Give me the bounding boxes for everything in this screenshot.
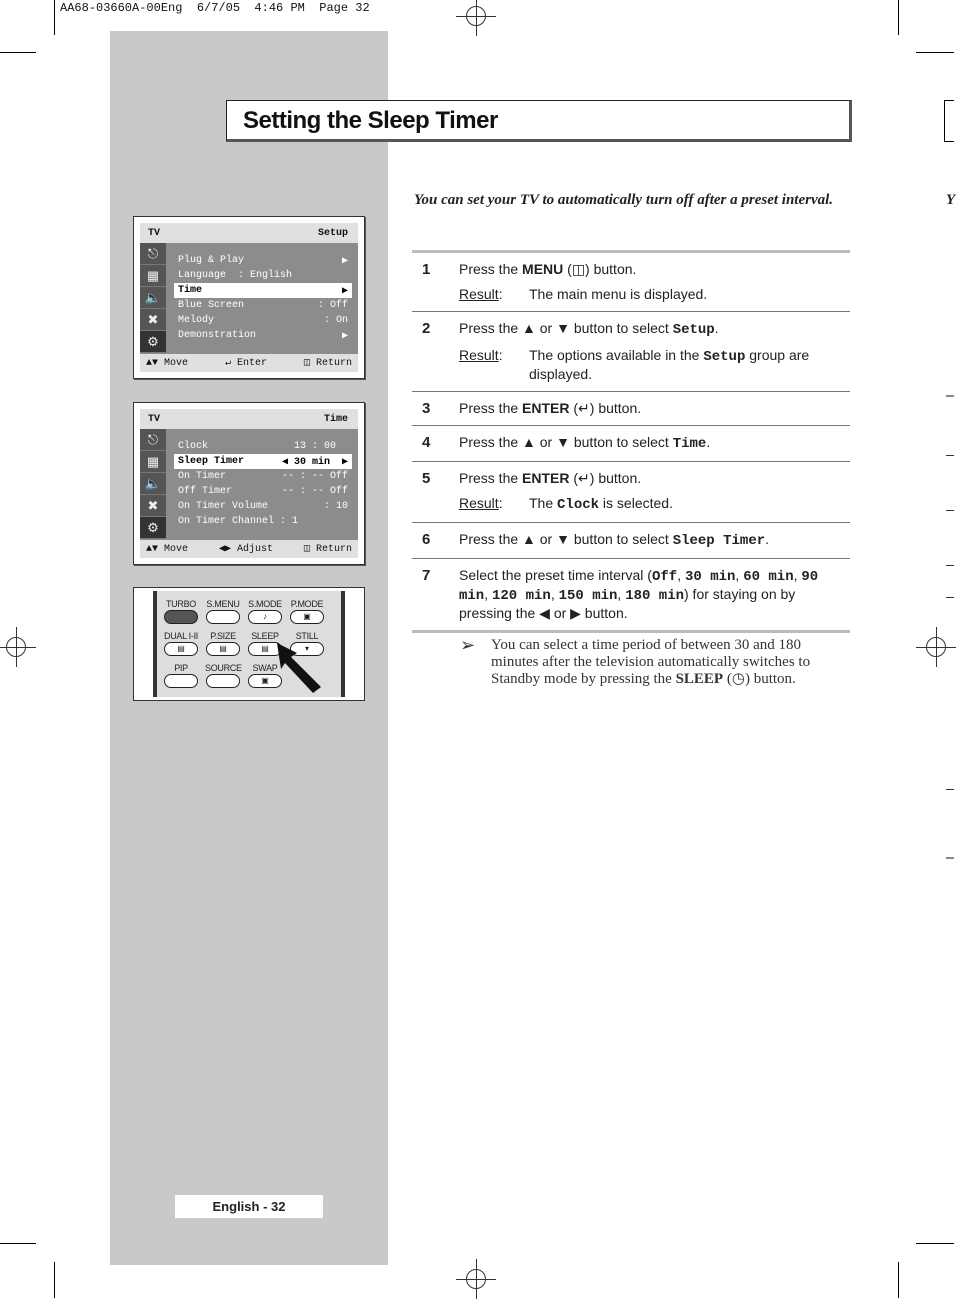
step-number: 1	[422, 261, 431, 278]
edge-mark	[944, 100, 945, 142]
smenu-button: S.MENU	[205, 598, 241, 624]
menu-row: Demonstration ▶	[178, 330, 348, 342]
page-title: Setting the Sleep Timer	[243, 107, 498, 134]
pip-button: PIP	[163, 662, 199, 688]
edge-mark	[946, 510, 954, 511]
step-number: 5	[422, 470, 431, 487]
step-row	[412, 559, 850, 630]
move-hint: ▲▼ Move	[146, 543, 189, 555]
menu-row-selected: Sleep Timer ◀ 30 min ▶	[174, 454, 352, 469]
return-hint: ◫ Return	[303, 358, 352, 369]
step-number: 3	[422, 400, 431, 417]
channel-icon: ✖	[140, 495, 166, 517]
smode-button: S.MODE ♪	[247, 598, 283, 624]
crop-mark	[898, 0, 899, 35]
step-result: Result: The main menu is displayed.	[459, 286, 708, 302]
crop-mark	[916, 52, 954, 53]
crop-mark	[54, 1262, 55, 1298]
menu-icon: ◫	[303, 544, 310, 555]
setup-icon: ⚙	[140, 517, 166, 539]
adjust-hint: ◀▶ Adjust	[218, 544, 273, 555]
dual-button: DUAL I-II ▤	[163, 630, 199, 656]
intro-text: You can set your TV to automatically turn off after a preset interval.	[414, 192, 834, 208]
menu-icon-column	[140, 429, 166, 539]
print-header: AA68-03660A-00Eng 6/7/05 4:46 PM Page 32	[60, 1, 370, 15]
menu-bottombar	[140, 540, 358, 558]
edge-mark	[944, 100, 954, 101]
title-box	[226, 100, 852, 142]
registration-mark	[0, 627, 36, 667]
menu-row: Off Timer -- : -- Off	[178, 486, 348, 497]
turbo-button: TURBO	[163, 598, 199, 624]
tv-label: TV	[148, 227, 161, 239]
swap-button: SWAP ▣	[247, 662, 283, 688]
edge-mark	[946, 455, 954, 456]
channel-icon: ✖	[140, 309, 166, 331]
step-text: Press the ENTER (↵) button.	[459, 470, 642, 486]
menu-rows	[174, 439, 352, 529]
input-icon: ⎋	[140, 429, 166, 451]
menu-title: Time	[323, 413, 348, 425]
registration-mark	[456, 1259, 496, 1299]
menu-title: Setup	[317, 227, 348, 239]
menu-topbar	[140, 223, 358, 243]
edge-mark	[946, 789, 954, 790]
crop-mark	[0, 1243, 36, 1244]
still-button: STILL ▾	[289, 630, 325, 656]
menu-row: Language : English	[178, 270, 293, 281]
menu-row: Plug & Play ▶	[178, 255, 348, 267]
menu-row-selected: Time ▶	[174, 283, 352, 298]
step-result: Result: The options available in the Setup group are displayed.	[459, 347, 810, 382]
psize-button: P.SIZE ▤	[205, 630, 241, 656]
pointing-arrow-icon	[277, 643, 327, 695]
menu-row: On Timer -- : -- Off	[178, 471, 348, 482]
step-row	[412, 312, 850, 392]
crop-mark	[898, 1262, 899, 1298]
page-footer: English - 32	[175, 1195, 323, 1218]
move-hint: ▲▼ Move	[146, 357, 189, 369]
time-menu-screenshot	[133, 402, 365, 565]
setup-icon: ⚙	[140, 331, 166, 353]
menu-row: Clock 13 : 00	[178, 441, 348, 452]
edge-letter: Y	[946, 192, 956, 208]
step-row	[412, 253, 850, 312]
menu-topbar	[140, 409, 358, 429]
step-text: Press the MENU (◫) button.	[459, 261, 637, 277]
pmode-button: P.MODE ▣	[289, 598, 325, 624]
step-result: Result: The Clock is selected.	[459, 495, 673, 513]
note-text: You can select a time period of between 30 and 180 minutes after the television automatically switches to Standby mode by pressing the SLEEP (◷) button.	[491, 637, 811, 687]
crop-mark	[916, 1243, 954, 1244]
sound-icon: 🔈	[140, 473, 166, 495]
steps-table	[412, 250, 850, 633]
edge-mark	[946, 565, 954, 566]
crop-mark	[54, 0, 55, 35]
sound-icon: 🔈	[140, 287, 166, 309]
step-number: 2	[422, 320, 431, 337]
step-text: Press the ENTER (↵) button.	[459, 400, 642, 416]
menu-icon-column	[140, 243, 166, 353]
edge-mark	[946, 395, 954, 397]
return-hint: ◫ Return	[303, 544, 352, 555]
menu-row: Melody : On	[178, 315, 348, 326]
menu-icon: ◫	[303, 358, 310, 369]
setup-menu-screenshot	[133, 216, 365, 379]
step-text: Select the preset time interval (Off, 30 min, 60 min, 90 min, 120 min, 150 min, 180 min) for staying on by pressing the ◀ or ▶ button.	[459, 567, 819, 621]
note	[460, 637, 840, 688]
enter-icon: ↵	[224, 358, 231, 369]
step-number: 6	[422, 531, 431, 548]
note-arrow-icon: ➢	[460, 635, 476, 655]
step-text: Press the ▲ or ▼ button to select Time.	[459, 434, 711, 452]
registration-mark	[916, 627, 956, 667]
menu-row: On Timer Channel : 1	[178, 516, 299, 527]
source-button: SOURCE	[205, 662, 241, 688]
edge-mark	[946, 857, 954, 859]
tv-label: TV	[148, 413, 161, 425]
step-row	[412, 462, 850, 523]
menu-bottombar	[140, 354, 358, 372]
menu-rows	[174, 253, 352, 343]
enter-hint: ↵ Enter	[224, 358, 267, 369]
step-number: 7	[422, 567, 431, 584]
step-row	[412, 392, 850, 426]
step-text: Press the ▲ or ▼ button to select Setup.	[459, 320, 719, 338]
registration-mark	[456, 0, 496, 36]
remote-control-illustration	[133, 587, 365, 701]
step-row	[412, 426, 850, 462]
step-row	[412, 523, 850, 559]
sleep-button: SLEEP ▤	[247, 630, 283, 656]
step-number: 4	[422, 434, 431, 451]
step-text: Press the ▲ or ▼ button to select Sleep Timer.	[459, 531, 770, 549]
menu-row: Blue Screen : Off	[178, 300, 348, 311]
crop-mark	[0, 52, 36, 53]
edge-mark	[944, 141, 954, 142]
menu-row: On Timer Volume : 10	[178, 501, 348, 512]
edge-mark	[946, 597, 954, 598]
picture-icon: ▦	[140, 451, 166, 473]
input-icon: ⎋	[140, 243, 166, 265]
picture-icon: ▦	[140, 265, 166, 287]
remote-body	[153, 591, 345, 697]
